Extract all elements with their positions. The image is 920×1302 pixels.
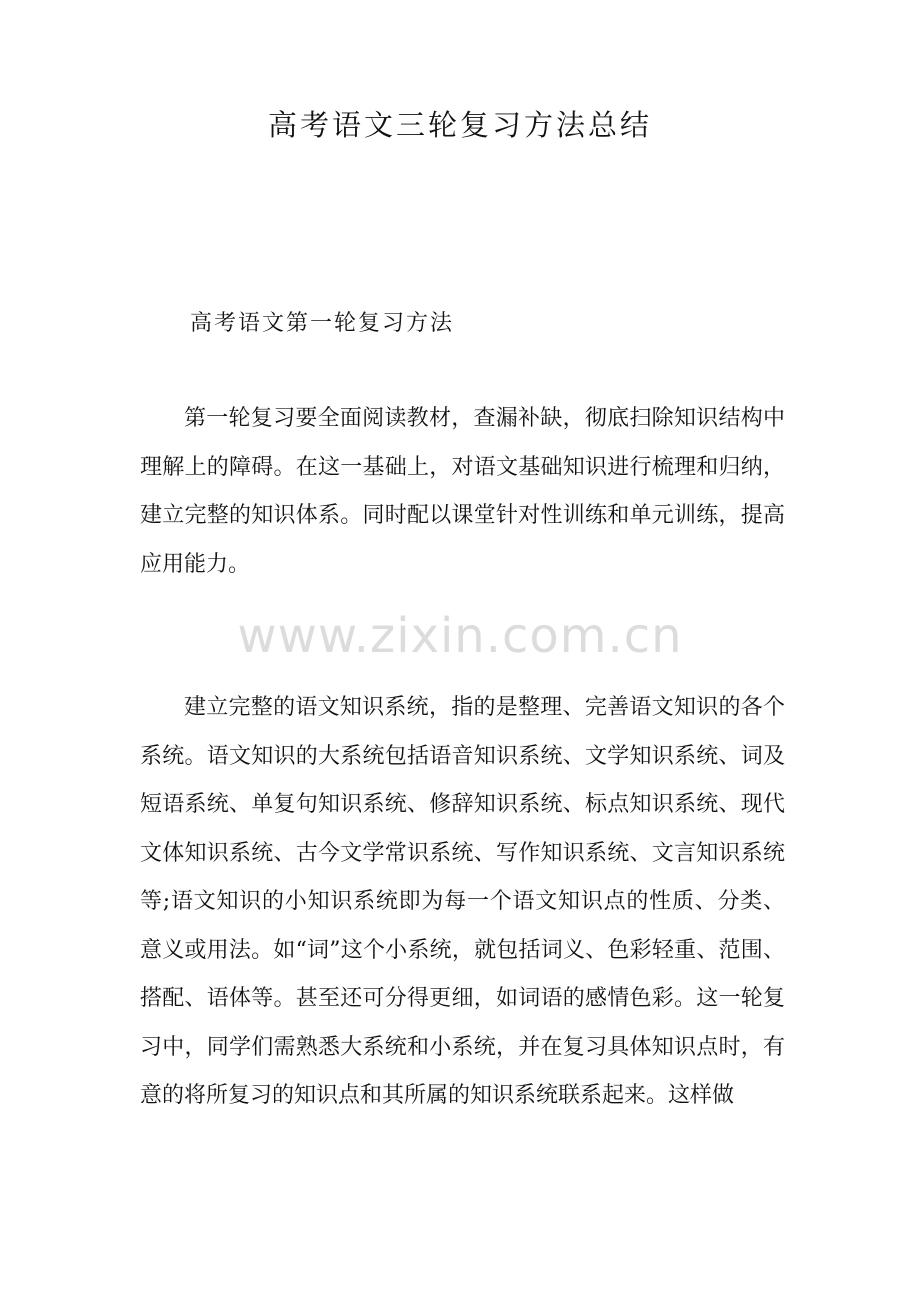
paragraph-1: 第一轮复习要全面阅读教材，查漏补缺，彻底扫除知识结构中理解上的障碍。在这一基础上，对语文基础知识进行梳理和归纳，建立完整的知识体系。同时配以课堂针对性训练和单元训练，提高应用能力。 — [140, 406, 785, 577]
watermark-text: www.zixin.com.cn — [237, 608, 683, 664]
paragraph-2: 建立完整的语文知识系统，指的是整理、完善语文知识的各个系统。语文知识的大系统包括语音知识系统、文学知识系统、词及短语系统、单复句知识系统、修辞知识系统、标点知识系统、现代文体知识系统、古今文学常识系统、写作知识系统、文言知识系统等;语文知识的小知识系统即为每一个语文知识点的性质、分类、意义或用法。如“词”这个小系统，就包括词义、色彩轻重、范围、搭配、语体等。甚至还可分得更细，如词语的感情色彩。这一轮复习中，同学们需熟悉大系统和小系统，并在复习具体知识点时，有意的将所复习的知识点和其所属的知识系统联系起来。这样做 — [140, 695, 785, 1108]
section-heading: 高考语文第一轮复习方法 — [190, 311, 455, 336]
document-title: 高考语文三轮复习方法总结 — [267, 108, 652, 142]
